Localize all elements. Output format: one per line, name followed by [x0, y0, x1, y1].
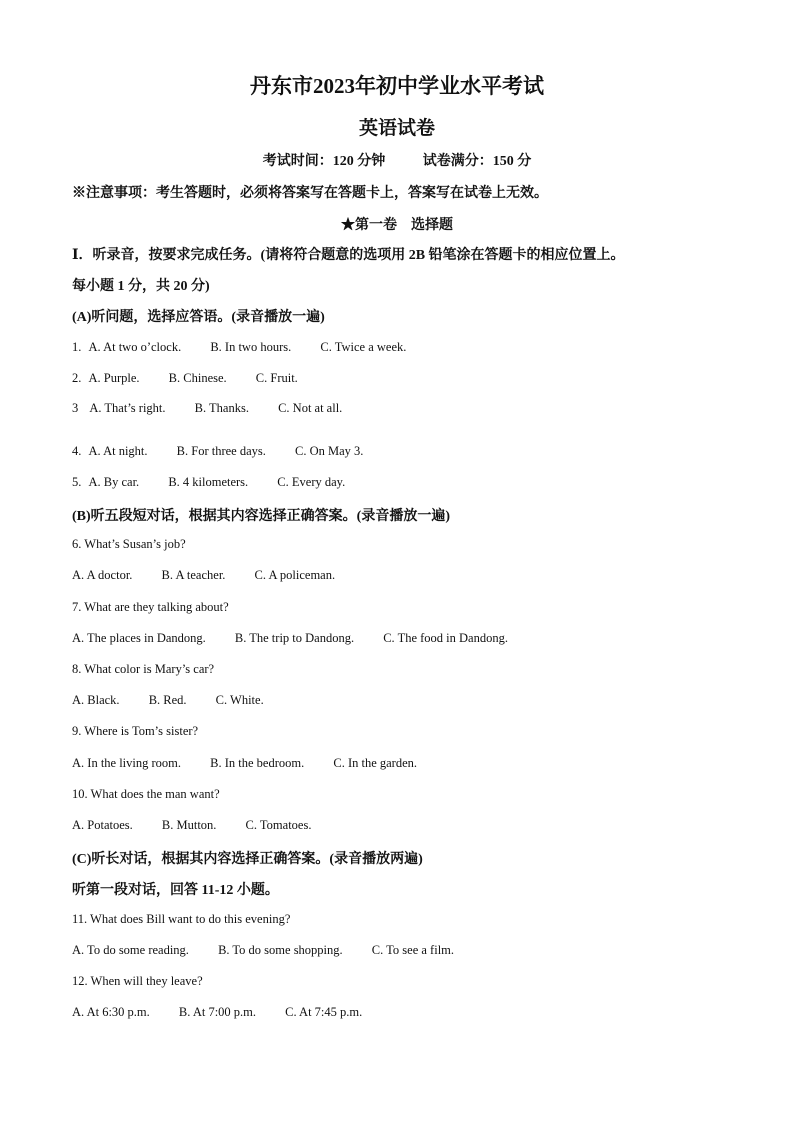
- option: C. Tomatoes.: [245, 818, 312, 832]
- option: C. Twice a week.: [320, 340, 407, 354]
- part-b-heading: (B)听五段短对话，根据其内容选择正确答案。(录音播放一遍): [72, 509, 450, 524]
- question-row: [72, 401, 342, 416]
- option: B. In two hours.: [210, 340, 292, 354]
- option: C. At 7:45 p.m.: [285, 1005, 363, 1019]
- option: A. The places in Dandong.: [72, 631, 206, 645]
- option: A. At 6:30 p.m.: [72, 1005, 150, 1019]
- option: B. To do some shopping.: [218, 943, 343, 957]
- question-options: [72, 1005, 362, 1020]
- option: A. That’s right.: [89, 401, 166, 415]
- question-options: [72, 818, 311, 833]
- option: B. Chinese.: [168, 371, 227, 385]
- question-stem: 10. What does the man want?: [72, 787, 220, 801]
- question-stem: 6. What’s Susan’s job?: [72, 537, 186, 551]
- question-options: [72, 693, 264, 708]
- question-options: [72, 631, 508, 646]
- option: B. Mutton.: [161, 818, 217, 832]
- exam-meta: [0, 150, 794, 170]
- option: C. White.: [215, 693, 264, 707]
- option: A. At night.: [88, 444, 148, 458]
- question-number: 5.: [72, 475, 82, 489]
- question-stem: 7. What are they talking about?: [72, 600, 229, 614]
- question-stem: 12. When will they leave?: [72, 974, 203, 988]
- option: C. Not at all.: [278, 401, 343, 415]
- part-c-heading: (C)听长对话，根据其内容选择正确答案。(录音播放两遍): [72, 852, 423, 867]
- option: C. A policeman.: [254, 568, 336, 582]
- exam-title: 丹东市2023年初中学业水平考试: [250, 74, 544, 98]
- option: C. Fruit.: [255, 371, 298, 385]
- volume-heading: ★第一卷 选择题: [341, 218, 453, 233]
- exam-subtitle: 英语试卷: [358, 118, 435, 139]
- option: B. A teacher.: [161, 568, 226, 582]
- option: C. The food in Dandong.: [383, 631, 508, 645]
- exam-time: 考试时间：120 分钟: [262, 154, 386, 169]
- option: C. Every day.: [277, 475, 346, 489]
- exam-notice: ※注意事项：考生答题时，必须将答案写在答题卡上，答案写在试卷上无效。: [72, 186, 548, 201]
- question-stem: 11. What does Bill want to do this evening?: [72, 912, 291, 926]
- section-instruction-line1: Ⅰ．听录音，按要求完成任务。(请将符合题意的选项用 2B 铅笔涂在答题卡的相应位置上。: [72, 248, 625, 263]
- option: A. A doctor.: [72, 568, 133, 582]
- option: B. The trip to Dandong.: [234, 631, 355, 645]
- exam-score: 试卷满分：150 分: [422, 154, 532, 169]
- option: A. Potatoes.: [72, 818, 133, 832]
- option: B. At 7:00 p.m.: [178, 1005, 257, 1019]
- question-row: [72, 340, 406, 355]
- question-number: 4.: [72, 444, 82, 458]
- option: C. On May 3.: [295, 444, 364, 458]
- option: B. For three days.: [176, 444, 266, 458]
- part-c-subheading: 听第一段对话，回答 11-12 小题。: [72, 883, 279, 898]
- option: B. In the bedroom.: [210, 756, 305, 770]
- option: A. By car.: [88, 475, 140, 489]
- section-instruction-line2: 每小题 1 分，共 20 分): [72, 279, 210, 294]
- question-options: [72, 943, 454, 958]
- option: A. Black.: [72, 693, 120, 707]
- question-options: [72, 568, 335, 583]
- question-row: [72, 475, 345, 490]
- question-stem: 9. Where is Tom’s sister?: [72, 724, 199, 738]
- option: B. Thanks.: [194, 401, 249, 415]
- question-options: [72, 756, 417, 771]
- question-number: 3: [72, 401, 79, 415]
- question-number: 1.: [72, 340, 82, 354]
- option: A. To do some reading.: [72, 943, 189, 957]
- option: C. To see a film.: [371, 943, 455, 957]
- option: A. At two o’clock.: [88, 340, 182, 354]
- option: A. Purple.: [88, 371, 140, 385]
- question-number: 2.: [72, 371, 82, 385]
- question-row: [72, 371, 298, 386]
- option: B. Red.: [148, 693, 187, 707]
- part-a-heading: (A)听问题，选择应答语。(录音播放一遍): [72, 310, 325, 325]
- option: C. In the garden.: [333, 756, 418, 770]
- question-row: [72, 444, 363, 459]
- question-stem: 8. What color is Mary’s car?: [72, 662, 215, 676]
- option: B. 4 kilometers.: [168, 475, 249, 489]
- option: A. In the living room.: [72, 756, 182, 770]
